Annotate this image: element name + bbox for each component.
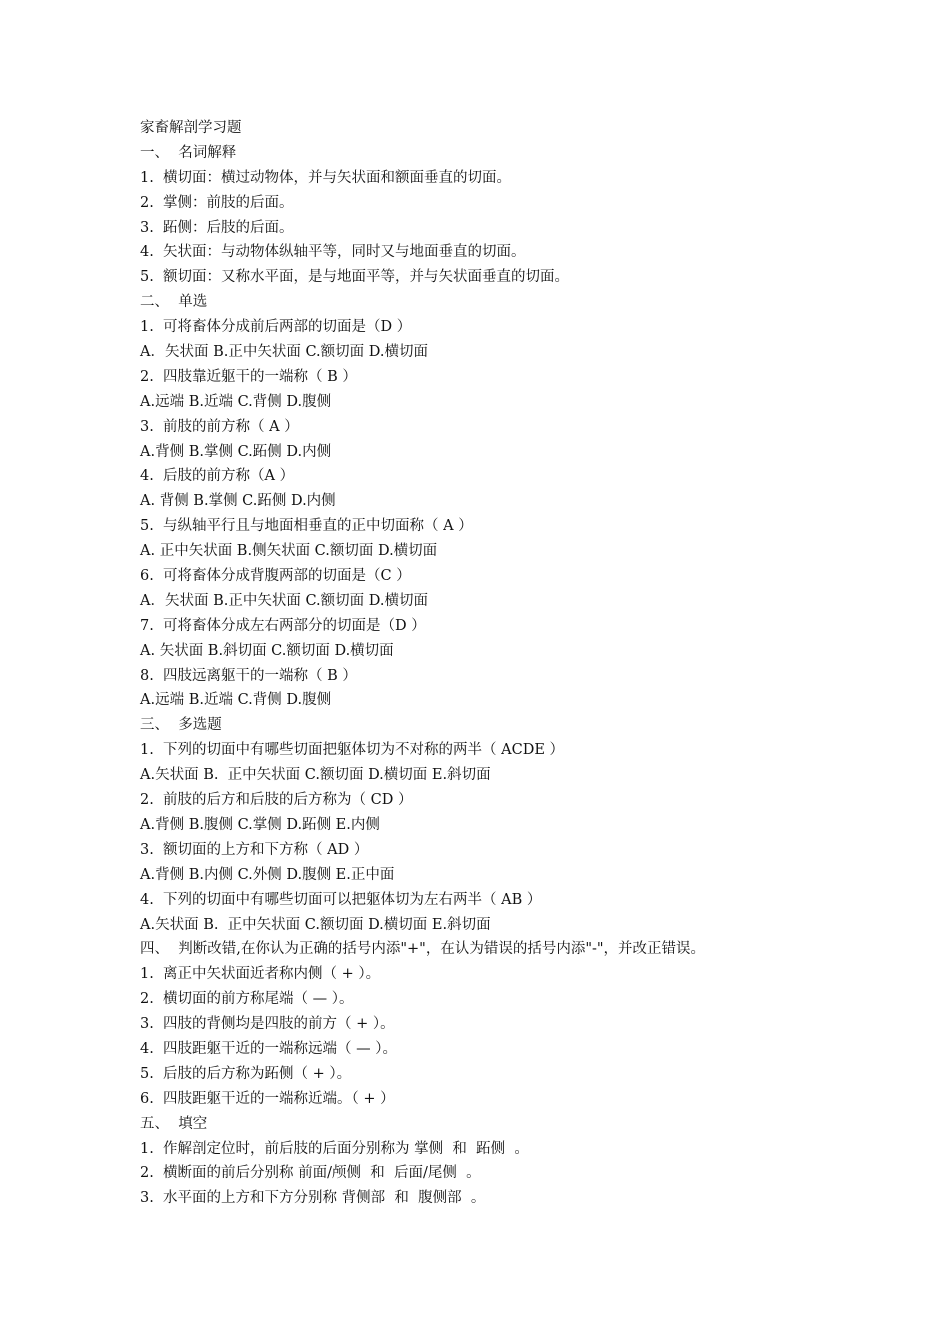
text-line: A. 背侧 B.掌侧 C.跖侧 D.内侧: [140, 493, 336, 510]
text-line: 3. 四肢的背侧均是四肢的前方（ + ）。: [140, 1016, 395, 1033]
text-line: 5. 额切面：又称水平面，是与地面平等，并与矢状面垂直的切面。: [140, 269, 570, 286]
text-line: A.远端 B.近端 C.背侧 D.腹侧: [140, 692, 332, 709]
text-line: A.背侧 B.掌侧 C.跖侧 D.内侧: [140, 443, 332, 460]
document-page: [140, 116, 940, 1211]
text-line: A. 正中矢状面 B.侧矢状面 C.额切面 D.横切面: [140, 543, 438, 560]
text-line: 1. 横切面：横过动物体，并与矢状面和额面垂直的切面。: [140, 169, 512, 186]
text-line: A.远端 B.近端 C.背侧 D.腹侧: [140, 393, 332, 410]
text-line: 2. 四肢靠近躯干的一端称（ B ）: [140, 368, 357, 385]
document-body: [140, 141, 940, 1211]
text-line: 2. 横断面的前后分别称 前面/颅侧 和 后面/尾侧 。: [140, 1165, 481, 1182]
text-line: 7. 可将畜体分成左右两部分的切面是（D ）: [140, 617, 426, 634]
text-line: 三、 多选题: [140, 717, 222, 734]
text-line: 二、 单选: [140, 294, 208, 311]
text-line: 3. 额切面的上方和下方称（ AD ）: [140, 841, 369, 858]
text-line: 1. 作解剖定位时，前后肢的后面分别称为 掌侧 和 跖侧 。: [140, 1140, 529, 1157]
text-line: 6. 可将畜体分成背腹两部的切面是（C ）: [140, 568, 411, 585]
text-line: 2. 横切面的前方称尾端（ — ）。: [140, 991, 354, 1008]
text-line: 4. 矢状面：与动物体纵轴平等，同时又与地面垂直的切面。: [140, 244, 526, 261]
text-line: A.背侧 B.腹侧 C.掌侧 D.跖侧 E.内侧: [140, 816, 380, 833]
text-line: A．矢状面 B.正中矢状面 C.额切面 D.横切面: [140, 592, 428, 609]
text-line: 4. 下列的切面中有哪些切面可以把躯体切为左右两半（ AB ）: [140, 891, 542, 908]
text-line: A.背侧 B.内侧 C.外侧 D.腹侧 E.正中面: [140, 866, 395, 883]
text-line: A.矢状面 B. 正中矢状面 C.额切面 D.横切面 E.斜切面: [140, 916, 491, 933]
text-line: 3. 跖侧：后肢的后面。: [140, 219, 294, 236]
text-line: 8. 四肢远离躯干的一端称（ B ）: [140, 667, 357, 684]
text-line: 4. 后肢的前方称（A ）: [140, 468, 295, 485]
text-line: 5. 后肢的后方称为跖侧（ + ）。: [140, 1065, 352, 1082]
text-line: 6. 四肢距躯干近的一端称近端。（ + ）: [140, 1090, 395, 1107]
text-line: A. 矢状面 B.斜切面 C.额切面 D.横切面: [140, 642, 394, 659]
text-line: 2. 掌侧：前肢的后面。: [140, 194, 294, 211]
text-line: 3. 水平面的上方和下方分别称 背侧部 和 腹侧部 。: [140, 1190, 486, 1207]
document-title: 家畜解剖学习题: [140, 120, 242, 136]
text-line: 5. 与纵轴平行且与地面相垂直的正中切面称（ A ）: [140, 518, 473, 535]
text-line: 3. 前肢的前方称（ A ）: [140, 418, 299, 435]
text-line: A．矢状面 B.正中矢状面 C.额切面 D.横切面: [140, 344, 428, 361]
text-line: A.矢状面 B. 正中矢状面 C.额切面 D.横切面 E.斜切面: [140, 767, 491, 784]
text-line: 4. 四肢距躯干近的一端称远端（ — ）。: [140, 1040, 398, 1057]
text-line: 1. 离正中矢状面近者称内侧（ + ）。: [140, 966, 381, 983]
text-line: 1. 下列的切面中有哪些切面把躯体切为不对称的两半（ ACDE ）: [140, 742, 565, 759]
text-line: 四、 判断改错,在你认为正确的括号内添"+"，在认为错误的括号内添"-"，并改正错误。: [140, 941, 706, 958]
text-line: 五、 填空: [140, 1115, 208, 1132]
text-line: 一、 名词解释: [140, 144, 237, 161]
text-line: 2. 前肢的后方和后肢的后方称为（ CD ）: [140, 792, 413, 809]
text-line: 1. 可将畜体分成前后两部的切面是（D ）: [140, 319, 412, 336]
